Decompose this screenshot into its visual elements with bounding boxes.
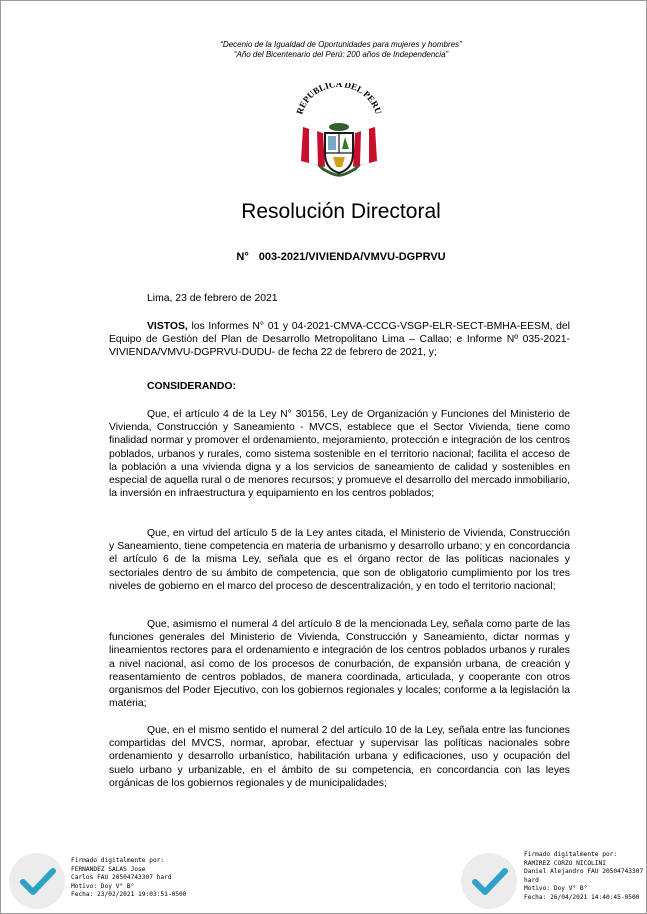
considerando-heading: CONSIDERANDO: bbox=[147, 381, 236, 392]
signature-line: Fecha: 26/04/2021 14:40:45-0500 bbox=[524, 893, 640, 901]
digital-signature-2 bbox=[453, 841, 647, 911]
header-slogan bbox=[1, 40, 647, 60]
signature-details bbox=[524, 851, 643, 903]
checkmark-icon bbox=[461, 853, 517, 909]
signature-line: hard bbox=[524, 876, 539, 884]
considerando-paragraph: Que, en el mismo sentido el numeral 2 del artículo 10 de la Ley, señala entre las funciones compartidas del MVCS, normar, aprobar, efectuar y supervisar las políticas nacionales sobre ordenamiento y desarrollo urbanístico, habilitación urbana y edificaciones, uso y ocupación del suelo urbano y urbanizable, en el ámbito de su competencia, en concordancia con las leyes orgánicas de los gobiernos regionales y de municipalidades; bbox=[109, 725, 570, 789]
vistos-text: los Informes N° 01 y 04-2021-CMVA-CCCG-VSGP-ELR-SECT-BMHA-EESM, del Equipo de Gestión del Plan de Desarrollo Metropolitano Lima – Callao; e Informe Nº 035-2021-VIVIENDA/VMVU-DGPRVU-DUDU- de fecha 22 de febrero de 2021, y; bbox=[109, 321, 570, 359]
signature-line: Firmado digitalmente por: bbox=[524, 851, 618, 858]
number-label: N° bbox=[236, 251, 249, 263]
checkmark-icon bbox=[9, 853, 65, 909]
document-number bbox=[1, 250, 647, 264]
vistos-paragraph bbox=[109, 320, 570, 360]
signature-line: Daniel Alejandro FAU 20504743307 bbox=[524, 868, 644, 876]
svg-text:REPUBLICA DEL PERU bbox=[294, 83, 384, 116]
digital-signature-1 bbox=[1, 841, 261, 911]
document-date: Lima, 23 de febrero de 2021 bbox=[147, 293, 278, 304]
coat-of-arms-peru-icon bbox=[287, 83, 391, 183]
signature-line: FERNANDEZ SALAS Jose bbox=[71, 865, 146, 873]
considerando-paragraph: Que, el artículo 4 de la Ley N° 30156, Ley de Organización y Funciones del Ministerio de Vivienda, Construcción y Saneamiento - MVCS, establece que el Sector Vivienda, tiene como finalidad normar y promover el ordenamiento, mejoramiento, protección e integración de los centros poblados, urbanos y rurales, como sistema sostenible en el territorio nacional; facilita el acceso de la población a una vivienda digna y a los servicios de saneamiento de calidad y sostenibles en especial de aquella rural o de menores recursos; y promueve el desarrollo del mercado inmobiliario, la inversión en infraestructura y equipamiento en los centros poblados; bbox=[109, 409, 570, 500]
slogan-line-1: “Decenio de la Igualdad de Oportunidades para mujeres y hombres” bbox=[220, 40, 462, 49]
signature-line: RAMIREZ CORZO NICOLINI bbox=[524, 859, 606, 867]
signature-details bbox=[71, 857, 186, 900]
signature-line: Firmado digitalmente por: bbox=[71, 857, 165, 864]
number-value: 003-2021/VIVIENDA/VMVU-DGPRVU bbox=[258, 251, 446, 263]
seal-text: REPUBLICA DEL PERU bbox=[294, 83, 384, 116]
vistos-label: VISTOS, bbox=[147, 321, 188, 332]
considerando-paragraph: Que, asimismo el numeral 4 del artículo 8 de la mencionada Ley, señala como parte de las funciones generales del Ministerio de Vivienda, Construcción y Saneamiento, dictar normas y lineamientos rectores para el ordenamiento e integración de los centros poblados urbanos y rurales a nivel nacional, así como de los procesos de conurbación, de expansión urbana, de creación y reasentamiento de centros poblados, de manera coordinada, articulada, y cooperante con otros organismos del Poder Ejecutivo, con los gobiernos regionales y locales; conforme a la legislación la materia; bbox=[109, 619, 570, 710]
signature-line: Motivo: Doy V° B° bbox=[524, 885, 588, 893]
slogan-line-2: “Año del Bicentenario del Perú: 200 años de Independencia” bbox=[233, 50, 449, 59]
signature-line: Motivo: Doy V° B° bbox=[71, 882, 135, 890]
considerando-paragraph: Que, en virtud del artículo 5 de la Ley antes citada, el Ministerio de Vivienda, Construcción y Saneamiento, tiene competencia en materia de urbanismo y desarrollo urbano; y en concordancia el artículo 6 de la misma Ley, señala que es el órgano rector de las políticas nacionales y sectoriales dentro de su ámbito de competencia, que son de obligatorio cumplimiento por los tres niveles de gobierno en el marco del proceso de descentralización, y en todo el territorio nacional; bbox=[109, 528, 570, 592]
signature-line: Fecha: 23/02/2021 19:03:51-0500 bbox=[71, 891, 187, 899]
signature-line: Carlos FAU 20504743307 hard bbox=[71, 874, 172, 882]
document-title: Resolución Directoral bbox=[241, 200, 441, 223]
